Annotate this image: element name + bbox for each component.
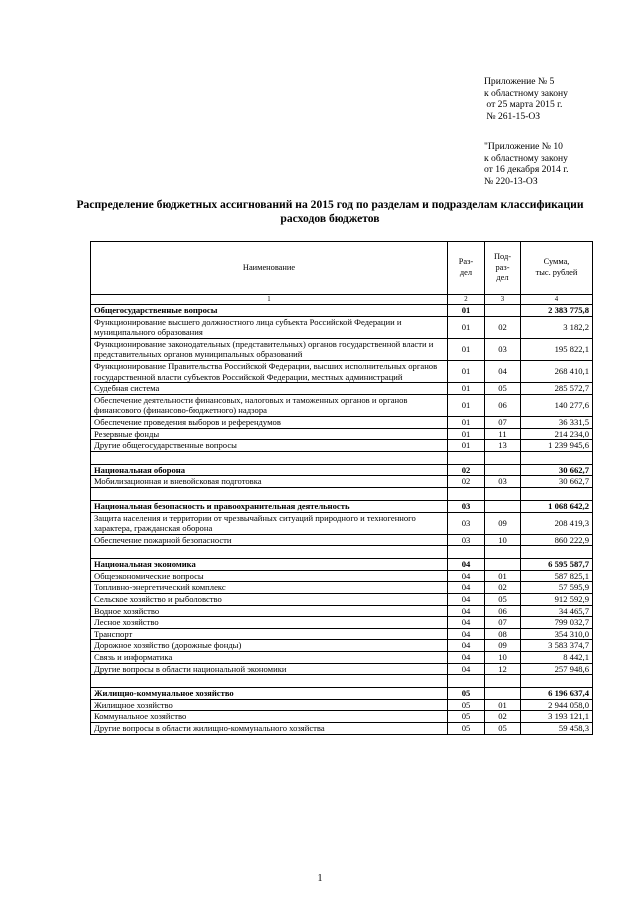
row-name: Защита населения и территории от чрезвычайных ситуаций природного и техногенного характера, гражданская оборона	[91, 512, 448, 534]
table-row	[91, 570, 593, 582]
row-subsection: 08	[485, 628, 521, 640]
row-subsection: 03	[485, 338, 521, 360]
row-name: Жилищное хозяйство	[91, 699, 448, 711]
annex-line: Приложение № 5	[484, 76, 555, 87]
table-row	[91, 416, 593, 428]
spacer-row	[91, 487, 593, 500]
table-row	[91, 476, 593, 488]
row-name: Обеспечение проведения выборов и референдумов	[91, 416, 448, 428]
table-row	[91, 594, 593, 606]
row-name: Сельское хозяйство и рыболовство	[91, 594, 448, 606]
row-subsection: 06	[485, 394, 521, 416]
row-subsection: 07	[485, 416, 521, 428]
table-row	[91, 338, 593, 360]
row-section: 04	[448, 617, 485, 629]
header-subsection-line-2: раз-	[495, 262, 510, 272]
row-amount: 214 234,0	[521, 428, 593, 440]
spacer-row	[91, 546, 593, 559]
row-section	[448, 487, 485, 500]
row-section: 04	[448, 594, 485, 606]
row-name: Функционирование законодательных (представительных) органов государственной власти и представительных органов муниципальных образований	[91, 338, 448, 360]
row-section	[448, 675, 485, 688]
table-row	[91, 383, 593, 395]
section-total-row	[91, 559, 593, 571]
header-subsection-line-1: Под-	[493, 252, 512, 262]
annex-line: от 16 декабря 2014 г.	[484, 164, 569, 176]
table-header-row	[91, 242, 593, 295]
row-amount: 285 572,7	[521, 383, 593, 395]
row-amount: 6 595 587,7	[521, 559, 593, 571]
header-name: Наименование	[91, 242, 448, 295]
row-section: 04	[448, 570, 485, 582]
table-row	[91, 440, 593, 452]
table-row	[91, 582, 593, 594]
row-amount: 8 442,1	[521, 652, 593, 664]
row-subsection	[485, 559, 521, 571]
row-section: 01	[448, 394, 485, 416]
row-amount: 3 193 121,1	[521, 711, 593, 723]
row-subsection	[485, 487, 521, 500]
annex-line: № 220-13-ОЗ	[484, 175, 538, 187]
row-section: 01	[448, 416, 485, 428]
row-subsection: 11	[485, 428, 521, 440]
row-amount: 3 182,2	[521, 316, 593, 338]
row-subsection	[485, 546, 521, 559]
row-amount: 208 419,3	[521, 512, 593, 534]
row-subsection: 12	[485, 663, 521, 675]
row-amount	[521, 451, 593, 464]
row-section: 01	[448, 428, 485, 440]
table-row	[91, 628, 593, 640]
header-amount-line-2: тыс. рублей	[535, 268, 578, 277]
row-section	[448, 546, 485, 559]
row-name: Общегосударственные вопросы	[91, 305, 448, 317]
row-name: Обеспечение пожарной безопасности	[91, 534, 448, 546]
spacer-row	[91, 675, 593, 688]
row-subsection: 05	[485, 383, 521, 395]
row-subsection: 05	[485, 723, 521, 735]
table-row	[91, 512, 593, 534]
row-name: Национальная безопасность и правоохранительная деятельность	[91, 500, 448, 512]
section-total-row	[91, 688, 593, 700]
column-number-row	[91, 295, 593, 305]
header-amount-line-1: Сумма,	[543, 257, 570, 267]
row-section: 01	[448, 338, 485, 360]
row-amount: 1 239 945,6	[521, 440, 593, 452]
row-subsection	[485, 464, 521, 476]
row-name: Функционирование высшего должностного лица субъекта Российской Федерации и муниципального образования	[91, 316, 448, 338]
row-subsection: 07	[485, 617, 521, 629]
section-total-row	[91, 464, 593, 476]
row-amount: 195 822,1	[521, 338, 593, 360]
annex-line: к областному закону	[484, 152, 568, 164]
table-row	[91, 605, 593, 617]
row-section: 01	[448, 305, 485, 317]
row-subsection	[485, 688, 521, 700]
table-row	[91, 699, 593, 711]
row-subsection	[485, 451, 521, 464]
row-amount: 30 662,7	[521, 464, 593, 476]
table-row	[91, 663, 593, 675]
row-amount: 912 592,9	[521, 594, 593, 606]
table-row	[91, 428, 593, 440]
row-subsection: 10	[485, 652, 521, 664]
table-row	[91, 534, 593, 546]
row-name: Коммунальное хозяйство	[91, 711, 448, 723]
row-amount: 587 825,1	[521, 570, 593, 582]
row-section: 05	[448, 723, 485, 735]
row-name: Мобилизационная и вневойсковая подготовка	[91, 476, 448, 488]
section-total-row	[91, 305, 593, 317]
annex-line: от 25 марта 2015 г.	[484, 99, 563, 111]
section-total-row	[91, 500, 593, 512]
row-subsection	[485, 675, 521, 688]
row-section	[448, 451, 485, 464]
row-subsection	[485, 500, 521, 512]
table-row	[91, 360, 593, 382]
column-number: 4	[521, 295, 593, 305]
row-name: Обеспечение деятельности финансовых, налоговых и таможенных органов и органов финансового (финансово-бюджетного) надзора	[91, 394, 448, 416]
row-amount	[521, 546, 593, 559]
row-section: 04	[448, 652, 485, 664]
row-name: Резервные фонды	[91, 428, 448, 440]
row-section: 05	[448, 699, 485, 711]
row-section: 01	[448, 383, 485, 395]
row-name: Лесное хозяйство	[91, 617, 448, 629]
row-name: Другие вопросы в области жилищно-коммунального хозяйства	[91, 723, 448, 735]
row-subsection: 02	[485, 582, 521, 594]
row-name: Судебная система	[91, 383, 448, 395]
table-row	[91, 316, 593, 338]
table-row	[91, 394, 593, 416]
row-name	[91, 675, 448, 688]
header-section-line-1: Раз-	[458, 257, 474, 267]
row-amount: 799 032,7	[521, 617, 593, 629]
row-amount: 257 948,6	[521, 663, 593, 675]
row-name: Топливно-энергетический комплекс	[91, 582, 448, 594]
row-subsection: 10	[485, 534, 521, 546]
annex-line: № 261-15-ОЗ	[484, 110, 541, 122]
row-amount: 860 222,9	[521, 534, 593, 546]
header-subsection-line-3: дел	[496, 273, 509, 283]
row-amount: 140 277,6	[521, 394, 593, 416]
table-row	[91, 652, 593, 664]
row-subsection: 09	[485, 512, 521, 534]
row-section: 05	[448, 711, 485, 723]
row-subsection	[485, 305, 521, 317]
row-section: 04	[448, 663, 485, 675]
row-amount: 1 068 642,2	[521, 500, 593, 512]
row-name: Водное хозяйство	[91, 605, 448, 617]
row-amount: 57 595,9	[521, 582, 593, 594]
budget-allocation-table	[90, 241, 593, 735]
row-name	[91, 451, 448, 464]
row-section: 02	[448, 476, 485, 488]
header-subsection	[485, 242, 521, 295]
header-amount	[521, 242, 593, 295]
row-amount: 354 310,0	[521, 628, 593, 640]
row-section: 04	[448, 628, 485, 640]
row-section: 03	[448, 512, 485, 534]
header-section	[448, 242, 485, 295]
column-number: 3	[485, 295, 521, 305]
row-subsection: 05	[485, 594, 521, 606]
annex-line: "Приложение № 10	[484, 141, 563, 152]
table-row	[91, 723, 593, 735]
row-subsection: 13	[485, 440, 521, 452]
row-name	[91, 487, 448, 500]
annex-reference-current	[484, 76, 568, 122]
row-subsection: 09	[485, 640, 521, 652]
header-section-line-2: дел	[459, 268, 473, 277]
row-section: 04	[448, 640, 485, 652]
row-subsection: 06	[485, 605, 521, 617]
row-section: 01	[448, 316, 485, 338]
document-title: Распределение бюджетных ассигнований на 2015 год по разделам и подразделам классификации расходов бюджетов	[76, 198, 584, 225]
row-amount: 2 383 775,8	[521, 305, 593, 317]
row-section: 04	[448, 605, 485, 617]
row-amount	[521, 675, 593, 688]
row-subsection: 02	[485, 316, 521, 338]
row-amount: 3 583 374,7	[521, 640, 593, 652]
row-name: Другие вопросы в области национальной экономики	[91, 663, 448, 675]
row-amount: 6 196 637,4	[521, 688, 593, 700]
row-subsection: 01	[485, 699, 521, 711]
row-name: Функционирование Правительства Российской Федерации, высших исполнительных органов государственной власти субъектов Российской Федерации, местных администраций	[91, 360, 448, 382]
row-amount: 59 458,3	[521, 723, 593, 735]
page-number: 1	[317, 873, 323, 884]
row-section: 04	[448, 559, 485, 571]
row-subsection: 03	[485, 476, 521, 488]
annex-line: к областному закону	[484, 87, 568, 99]
row-name: Связь и информатика	[91, 652, 448, 664]
row-amount: 268 410,1	[521, 360, 593, 382]
row-name: Другие общегосударственные вопросы	[91, 440, 448, 452]
row-amount: 2 944 058,0	[521, 699, 593, 711]
row-name: Жилищно-коммунальное хозяйство	[91, 688, 448, 700]
column-number: 2	[448, 295, 485, 305]
row-name: Транспорт	[91, 628, 448, 640]
row-name: Национальная экономика	[91, 559, 448, 571]
row-section: 03	[448, 534, 485, 546]
row-section: 01	[448, 440, 485, 452]
row-name	[91, 546, 448, 559]
row-section: 01	[448, 360, 485, 382]
row-name: Национальная оборона	[91, 464, 448, 476]
row-subsection: 01	[485, 570, 521, 582]
row-subsection: 02	[485, 711, 521, 723]
table-row	[91, 640, 593, 652]
row-amount: 36 331,5	[521, 416, 593, 428]
table-row	[91, 617, 593, 629]
table-body	[91, 305, 593, 735]
column-number: 1	[91, 295, 448, 305]
row-section: 03	[448, 500, 485, 512]
table-row	[91, 711, 593, 723]
row-amount	[521, 487, 593, 500]
row-name: Дорожное хозяйство (дорожные фонды)	[91, 640, 448, 652]
row-amount: 30 662,7	[521, 476, 593, 488]
row-section: 05	[448, 688, 485, 700]
annex-reference-original	[484, 141, 569, 187]
row-name: Общеэкономические вопросы	[91, 570, 448, 582]
spacer-row	[91, 451, 593, 464]
row-section: 02	[448, 464, 485, 476]
row-amount: 34 465,7	[521, 605, 593, 617]
row-subsection: 04	[485, 360, 521, 382]
row-section: 04	[448, 582, 485, 594]
